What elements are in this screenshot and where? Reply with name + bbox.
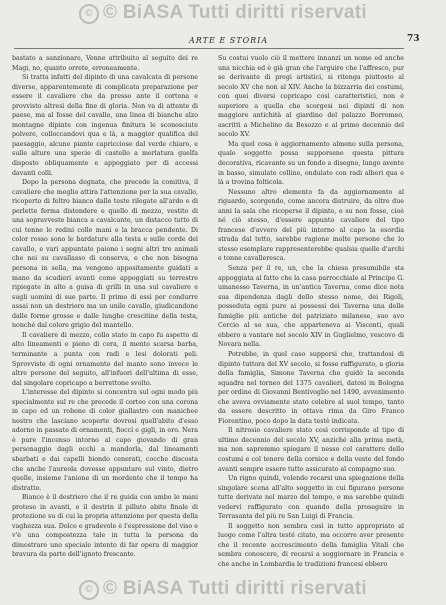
paragraph: Ma quel cosa è aggiornamento almeno sulla persona, quale soggetto possa supporsene questa pittura decorativa, ricavante su un fondo a disegno, lungo avente in basso, simulate colline, ondulate con radi alberi qua e là a trovina folticola. bbox=[218, 140, 404, 187]
paragraph: Un rigno quindi, volendo recarsi una spiegazione della singolare scena all'alto soggetto in cui figurano persone tutte derivate nel marzo del tempo, e ma sarebbe quindi vedervi raffigurato con quando della proseguire in Terrasanta del più re San Luigi di Francia. bbox=[218, 475, 404, 521]
paragraph: Senza per il re, un, che la chiesa presumibile sta appoggiata al fatto che la casa parrocchiale al Principe G. umanesso Taverna, in un'antica Taverna, come dice nota sua dipendenza dagli dello stesso nome, dei Rigoli, posseduta ogni pure ai possessi dei Taverna una delle famiglie più antiche del patriziato milanese, suo avo Cercio al so sua, che apparteneva ai Visconti, quali ebbero a vantare nel secolo XIV in Guglielmo, vescovo di Novara nella. bbox=[218, 265, 404, 349]
paragraph: Nessuno altro elemento fa da aggiornamento al riguardo, scorgendo, come ancora distruire, da oltre due anni la sala che ricoperse il dipinto, e su non fosse, cioè né ciò stesso, d'essere appunto cavaliere del tipo francese d'avvero del più interno al capo la esordia strada dal tetto, sarebbe ragione molte persone che lo stesso esemplare rappresenterebbe qualsia quelle d'archi e tonne cavalleresca. bbox=[218, 188, 404, 263]
paragraph: Il nitrosio cavaliere stato così corrisponde al tipo di ultimo decennio del secolo XV, anziché alla prima metà, ma non sapremmo spiegare il nesso col carattere dello costumi e col tenore della cornice e della veste del fondo avanti sempre essere tutto assicurato al compagno suo. bbox=[218, 427, 404, 473]
running-header bbox=[14, 34, 420, 49]
paragraph: Bianco è il destriero che il re guida con ambo le mani protese in avanti, e il destrin il pilluto abito finale di protezione su di cui la propria attenzione per questa della vaghezza sua. Dolce e gradevole è l'espressione del viso e v'è una compostezza tale in tutta la persona da dimostrare uno speciale intento di far opera di maggior bravura da parte dell'ignoto frescante. bbox=[12, 494, 198, 559]
paragraph: Il cavaliere di mezzo, collo stato in capo fu aspetto di alto lineamenti e pieno di cera, il mento scarsa barba, terminante a punta con radi e lesi dolorati peli. Sprovviste di ogni ornamento del manto sono invece le altre persone del seguito, all'infuori dell'ultima di esse, dal singolare copricapo a berrettone svolto. bbox=[12, 331, 198, 387]
left-column bbox=[12, 54, 198, 560]
running-title: ARTE E STORIA bbox=[189, 36, 269, 45]
watermark-bottom bbox=[0, 578, 446, 600]
paragraph: Potrebbe, in quel caso supporsi che, trattandosi di dipinto tuttora del XV secolo, si fosse raffigurato, a gloria della famiglia, Simone Taverna che guidò la seconda squadra nel torneo del 1375 cavalieri, datosi in Bologna per ordine di Giovanni Bentivoglio nel 1490, avvenimento che aveva ovviamente stato celebre al suol tempo, tanto da essere descritto in ottava rima da Giro Franco Fiorentino, poco dopo la data testè indicata. bbox=[218, 350, 404, 425]
watermark-top-text: © BiASA Tutti diritti riservati bbox=[103, 2, 367, 23]
paragraph: Dopo la persona degnata, che precede la comitiva, il cavaliere che meglio attira l'attenzione per la sua cavallo, ricoperto di feltro bianco dalle teste rilegate all'ardo e di perlette ferma distendere e quello di mezzo, vestito di una sopravveste bianca a cavalcante, un distacco tutto di cui tenne le redini colle mani e la bracca pendente. Di color rosso sono le bardature alla testa e sulle corde del cavallo, e vari appuntate paiono i segni altri tre animali che nei su cavallasso di conserva, e che non bisogna persona in sella, ma vengono appositamente guidati a mano da scudieri avanti come appoggiati su terrestre ripiegate in alto a guisa di grilli in una sul cavaliere e sugli uomini di sue parte. Il primo di essi per condurre assai non un destriero ma un unile cavallo, giudicandone dalle forme grosse e dalle lunghe crescitine della testa, nonché dal colore grigio del mantello. bbox=[12, 179, 198, 330]
page-number: 73 bbox=[407, 34, 420, 44]
paragraph: Si tratta infatti del dipinto di una cavalcata di persone diverse, apparentemente di complicata preparazione per essere il cavaliere che da presso ante il cortona e provvisto altresì della fine di gloria. Non va di attente di paese, ma al fosse del cavallo, una linea di bianche alzo montagne dipinte con ingenua finitura le sconosciute polvere, colloccandovi qua e là, a maggior qualifica del paesaggio, alcune piante capricciose dal verde chiaro, e sulle alture una specie di castello a merlatura guelfa disposto obliquamente e appoggiato per di accessi davanti colli. bbox=[12, 74, 198, 177]
right-column bbox=[218, 54, 404, 570]
copyright-icon: © bbox=[79, 580, 99, 600]
copyright-icon: © bbox=[79, 4, 99, 24]
paragraph: L'interesse del dipinto si concentra sul ogni modo più specialmente sul re che precede il corteo con una corona in capo ed un robone di color giallastro con manichee nostro che lasciano scoperte dovrosi quell'abito d'esso adorno in passate di ornamenti, fiocci e gigli, in oro. Nera è pure l'incenso intorno al capo giovando di gran personaggio dagli occhi a mandorla, dal lineamenti sbarbati e dai capelli biondo cenerati, cocche discosta che anche l'aureola dovesse appuntare sul vinto, dietro quelle, insieme l'anione di un mordente che il tempo ha distratto. bbox=[12, 389, 198, 492]
paragraph: Su costui vuolo ciò il mettere innanzi un nome ed anche una nicchia ed è già gran che l'arguire che l'affresco, pur se derivante di pregi artistici, si ritenga piuttosto al secolo XV che non al XIV. Anche la bizzarria dei costumi, con quei diversi copricapo così caratteristici, non è superiore a quella che scorgesi nei dipinti di non maggiore antichità al giardino del palazzo Borromeo, ascritti a Michelino da Besozzo e al primo decennio del secolo XV. bbox=[218, 55, 404, 139]
watermark-bottom-text: © BiASA Tutti diritti riservati bbox=[103, 578, 367, 599]
paragraph: bastato a sanzionare, Venne attribuito al seguito dei re Magi, no, quanto orrete, erroneamente. bbox=[12, 55, 198, 72]
paragraph: Il soggetto non sembra così in tutto appropriato al luogo come l'altra testé citato, ma occorre aver presente che il recente accrescimento della famiglia Vitali che sembra conoscere, di recarsi a soggiornare in Francia e che anche in Lombardia le tradizioni francesi ebbero bbox=[218, 522, 404, 568]
watermark-top bbox=[0, 2, 446, 24]
